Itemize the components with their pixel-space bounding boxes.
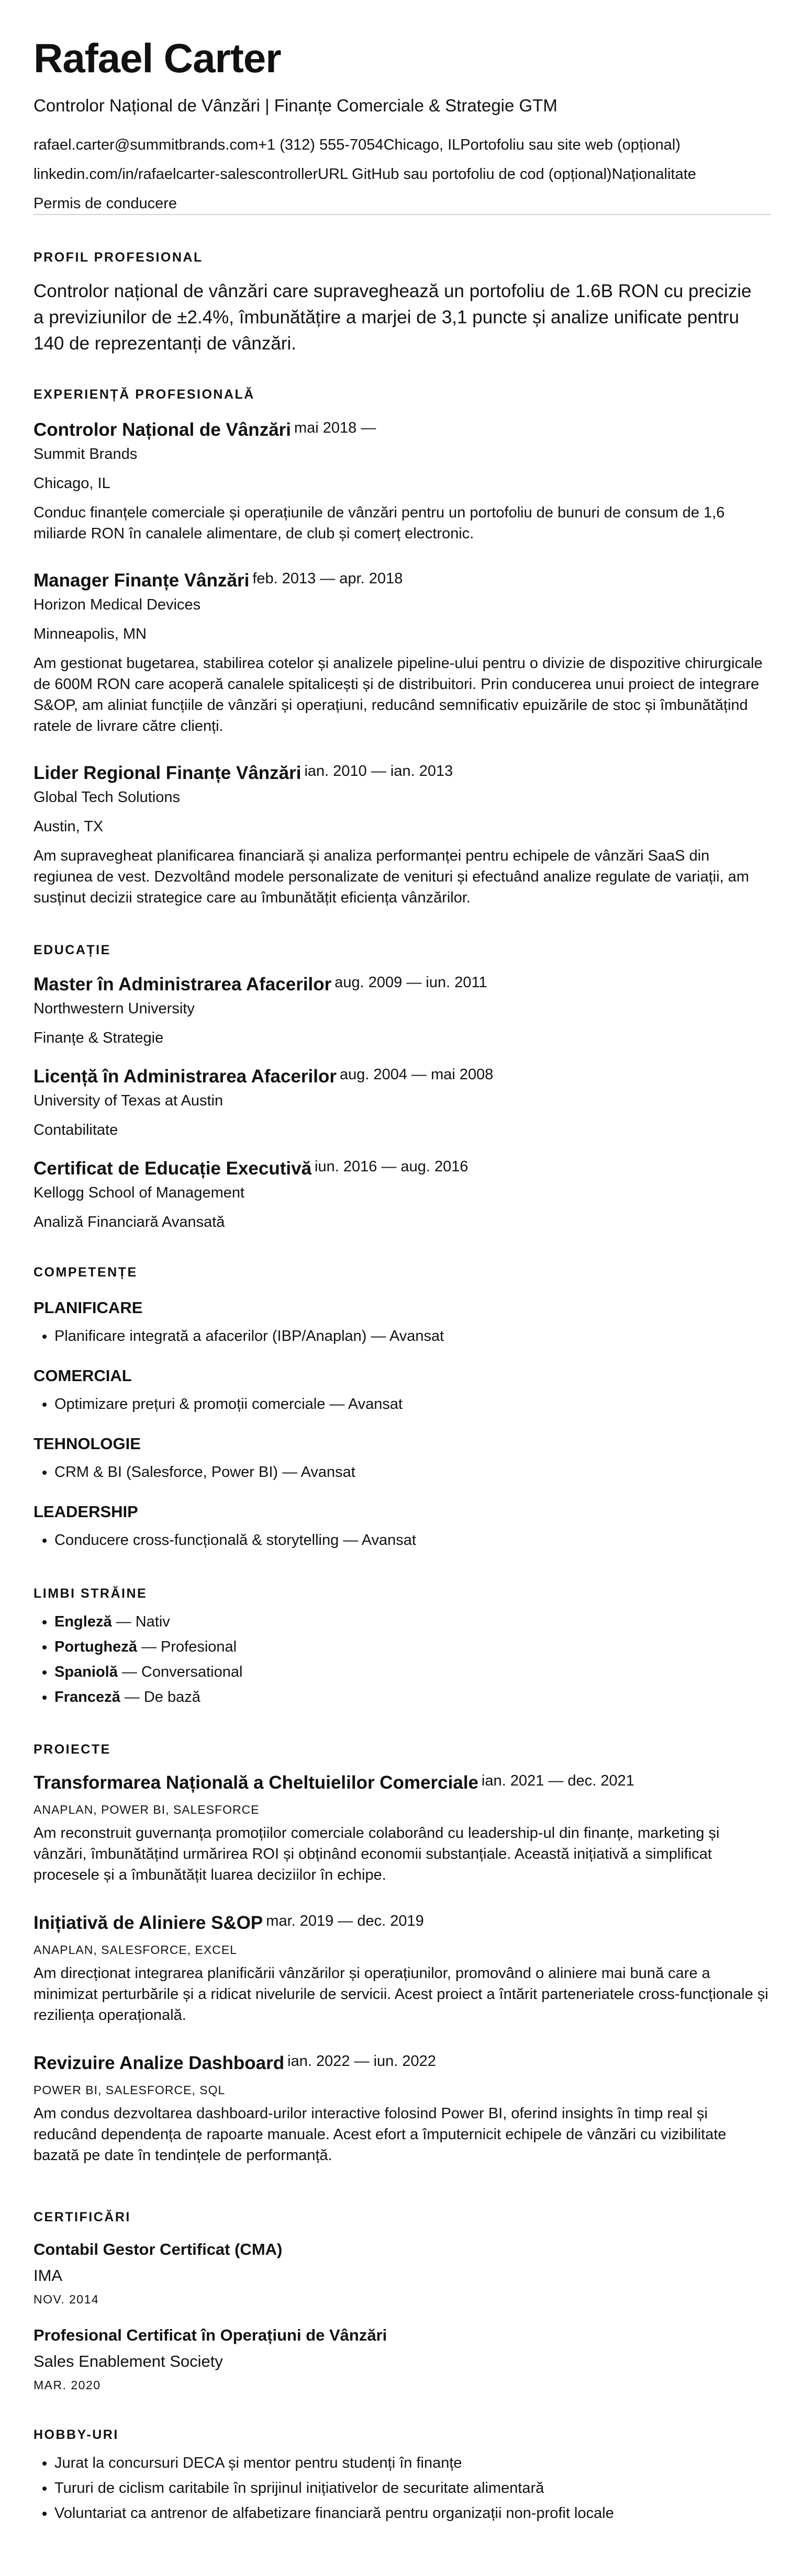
certification-date: NOV. 2014 xyxy=(34,2292,99,2306)
project-tags: ANAPLAN, SALESFORCE, EXCEL xyxy=(34,1943,238,1957)
skill-group-name: TEHNOLOGIE xyxy=(34,1434,141,1453)
school-name: Northwestern University xyxy=(34,1000,195,1017)
skill-list xyxy=(34,1528,416,1553)
language-item xyxy=(54,1685,242,1710)
language-name: Portugheză xyxy=(54,1639,137,1655)
summary-text: Controlor național de vânzări care supraveghează un portofoliu de 1.6B RON cu precizie a previziunilor de ±2.4%, îmbunătățire a marjei de 3,1 puncte și analize unificate pentru 140 de reprezentanți de vânzări. xyxy=(34,281,752,354)
project-name: Inițiativă de Aliniere S&OP xyxy=(34,1913,263,1933)
project-tags: POWER BI, SALESFORCE, SQL xyxy=(34,2083,226,2097)
job-description: Am supravegheat planificarea financiară și analiza performanței pentru echipele de vânzări SaaS din regiunea de vest. Dezvoltând modele personalizate de venituri și efectuând analize regulate de variații, am susținut decizii strategice care au îmbunătățit eficiența vânzărilor. xyxy=(34,848,750,906)
project-description: Am condus dezvoltarea dashboard-urilor interactive folosind Power BI, oferind insights în timp real și reducând dependența de rapoarte manuale. Acest efort a împuternicit echipele de vânzări cu vizibilitate bazată pe date în tendințele de performanță. xyxy=(34,2105,727,2164)
certification-name: Contabil Gestor Certificat (CMA) xyxy=(34,2240,283,2258)
skill-item: • Optimizare prețuri & promoții comerciale — Avansat xyxy=(54,1392,403,1417)
skill-list xyxy=(34,1460,355,1485)
job-description: Am gestionat bugetarea, stabilirea cotelor și analizele pipeline-ului pentru o divizie de dispozitive chirurgicale de 600M RON care acoperă canalele spitalicești și de distribuitori. Prin conducerea unui proiect de integrare S&OP, am aliniat funcțiile de vânzări și operațiuni, reducând semnificativ epuizările de stoc și îmbunătățind ratele de livrare către clienți. xyxy=(34,655,763,735)
contact-email[interactable]: rafael.carter@summitbrands.com xyxy=(34,137,259,153)
skill-list xyxy=(34,1392,403,1417)
school-name: Kellogg School of Management xyxy=(34,1184,245,1201)
language-item xyxy=(54,1634,242,1659)
skill-group-name: COMERCIAL xyxy=(34,1366,132,1385)
job-role: Controlor Național de Vânzări xyxy=(34,420,291,440)
hobby-item: • Jurat la concursuri DECA și mentor pentru studenți în finanțe xyxy=(54,2450,614,2476)
degree-name: Licență în Administrarea Afacerilor xyxy=(34,1066,337,1087)
job-role: Lider Regional Finanțe Vânzări xyxy=(34,763,302,783)
certification-name: Profesional Certificat în Operațiuni de Vânzări xyxy=(34,2326,387,2344)
study-field: Finanțe & Strategie xyxy=(34,1030,164,1046)
skill-list xyxy=(34,1324,444,1349)
project-description: Am reconstruit guvernanța promoțiilor comerciale colaborând cu leadership-ul din finanțe, marketing și vânzări, îmbunătățind urmărirea ROI și obținând economii substanțiale. Această inițiativă a simplificat procesele și a îmbunătățit luarea deciziilor în echipe. xyxy=(34,1825,720,1883)
language-item xyxy=(54,1609,242,1634)
language-level: — Conversational xyxy=(117,1664,243,1680)
section-heading-education: EDUCAȚIE xyxy=(34,943,111,957)
job-role: Manager Finanțe Vânzări xyxy=(34,570,250,591)
study-field: Contabilitate xyxy=(34,1122,118,1138)
section-heading-projects: PROIECTE xyxy=(34,1742,111,1757)
degree-dates: aug. 2009 — iun. 2011 xyxy=(334,974,487,991)
experience-item xyxy=(34,762,772,908)
job-company: Horizon Medical Devices xyxy=(34,596,201,613)
project-name: Revizuire Analize Dashboard xyxy=(34,2053,285,2073)
certification-issuer: IMA xyxy=(34,2266,63,2285)
language-name: Engleză xyxy=(54,1613,112,1630)
language-name: Franceză xyxy=(54,1689,120,1705)
project-name: Transformarea Națională a Cheltuielilor Comerciale xyxy=(34,1772,479,1793)
certification-item xyxy=(34,2325,772,2393)
job-company: Summit Brands xyxy=(34,446,138,462)
contact-location: Chicago, IL xyxy=(383,137,461,153)
language-list xyxy=(34,1609,242,1710)
degree-dates: iun. 2016 — aug. 2016 xyxy=(315,1158,468,1175)
section-heading-summary: PROFIL PROFESIONAL xyxy=(34,250,203,265)
certification-item xyxy=(34,2239,772,2307)
project-dates: mar. 2019 — dec. 2019 xyxy=(266,1913,424,1929)
skill-item: • Conducere cross-funcțională & storytelling — Avansat xyxy=(54,1528,416,1553)
language-name: Spaniolă xyxy=(54,1664,118,1680)
job-dates: ian. 2010 — ian. 2013 xyxy=(304,763,453,779)
contact-linkedin[interactable]: linkedin.com/in/rafaelcarter-salescontroller xyxy=(34,166,318,183)
degree-dates: aug. 2004 — mai 2008 xyxy=(339,1066,494,1083)
candidate-name: Rafael Carter xyxy=(34,35,281,81)
hobby-item: • Tururi de ciclism caritabile în sprijinul inițiativelor de securitate alimentară xyxy=(54,2476,614,2501)
section-heading-experience: EXPERIENȚĂ PROFESIONALĂ xyxy=(34,387,255,402)
education-item xyxy=(34,1157,772,1233)
contact-line-1 xyxy=(34,136,680,154)
contact-driving-license: Permis de conducere xyxy=(34,195,177,212)
experience-item xyxy=(34,569,772,737)
language-item xyxy=(54,1659,242,1685)
job-dates: mai 2018 — xyxy=(294,420,376,436)
job-location: Austin, TX xyxy=(34,818,104,835)
degree-name: Master în Administrarea Afacerilor xyxy=(34,974,332,995)
hobby-list xyxy=(34,2450,614,2526)
skill-group-name: LEADERSHIP xyxy=(34,1502,138,1521)
language-level: — De bază xyxy=(120,1689,200,1705)
section-heading-skills: COMPETENȚE xyxy=(34,1265,138,1280)
education-item xyxy=(34,1065,772,1140)
contact-line-2 xyxy=(34,165,696,184)
project-item xyxy=(34,1771,772,1885)
candidate-title: Controlor Național de Vânzări | Finanțe Comerciale & Strategie GTM xyxy=(34,96,557,115)
section-heading-languages: LIMBI STRĂINE xyxy=(34,1586,148,1601)
skill-item: • Planificare integrată a afacerilor (IBP/Anaplan) — Avansat xyxy=(54,1324,444,1349)
job-location: Chicago, IL xyxy=(34,475,110,492)
project-item xyxy=(34,2052,772,2166)
education-item xyxy=(34,973,772,1048)
skill-item: • CRM & BI (Salesforce, Power BI) — Avansat xyxy=(54,1460,355,1485)
section-heading-hobbies: HOBBY-URI xyxy=(34,2427,119,2442)
study-field: Analiză Financiară Avansată xyxy=(34,1214,225,1230)
section-heading-certifications: CERTIFICĂRI xyxy=(34,2210,131,2224)
school-name: University of Texas at Austin xyxy=(34,1092,224,1109)
project-description: Am direcționat integrarea planificării vânzărilor și operațiunilor, promovând o aliniere mai bună care a minimizat perturbările și a ridicat nivelurile de servicii. Acest proiect a întărit parteneriatele cross-funcționale și reziliența operațională. xyxy=(34,1965,768,2024)
job-description: Conduc finanțele comerciale și operațiunile de vânzări pentru un portofoliu de bunuri de consum de 1,6 miliarde RON în canalele alimentare, de club și comerț electronic. xyxy=(34,504,725,542)
header-divider xyxy=(34,214,770,215)
contact-nationality: Naționalitate xyxy=(611,166,696,183)
certification-issuer: Sales Enablement Society xyxy=(34,2352,223,2370)
contact-phone[interactable]: +1 (312) 555-7054 xyxy=(258,137,384,153)
certification-date: MAR. 2020 xyxy=(34,2378,101,2392)
job-dates: feb. 2013 — apr. 2018 xyxy=(252,570,403,587)
project-dates: ian. 2021 — dec. 2021 xyxy=(482,1772,634,1789)
job-location: Minneapolis, MN xyxy=(34,626,147,642)
degree-name: Certificat de Educație Executivă xyxy=(34,1158,312,1179)
hobby-item: • Voluntariat ca antrenor de alfabetizare financiară pentru organizații non-profit locale xyxy=(54,2501,614,2526)
contact-github[interactable]: URL GitHub sau portofoliu de cod (opțional) xyxy=(318,166,612,183)
project-item xyxy=(34,1912,772,2026)
project-tags: ANAPLAN, POWER BI, SALESFORCE xyxy=(34,1803,260,1816)
contact-website[interactable]: Portofoliu sau site web (opțional) xyxy=(460,137,680,153)
project-dates: ian. 2022 — iun. 2022 xyxy=(287,2053,436,2070)
language-level: — Nativ xyxy=(111,1613,170,1630)
experience-item xyxy=(34,419,772,544)
language-level: — Profesional xyxy=(137,1639,237,1655)
skill-group-name: PLANIFICARE xyxy=(34,1298,143,1317)
job-company: Global Tech Solutions xyxy=(34,789,180,806)
